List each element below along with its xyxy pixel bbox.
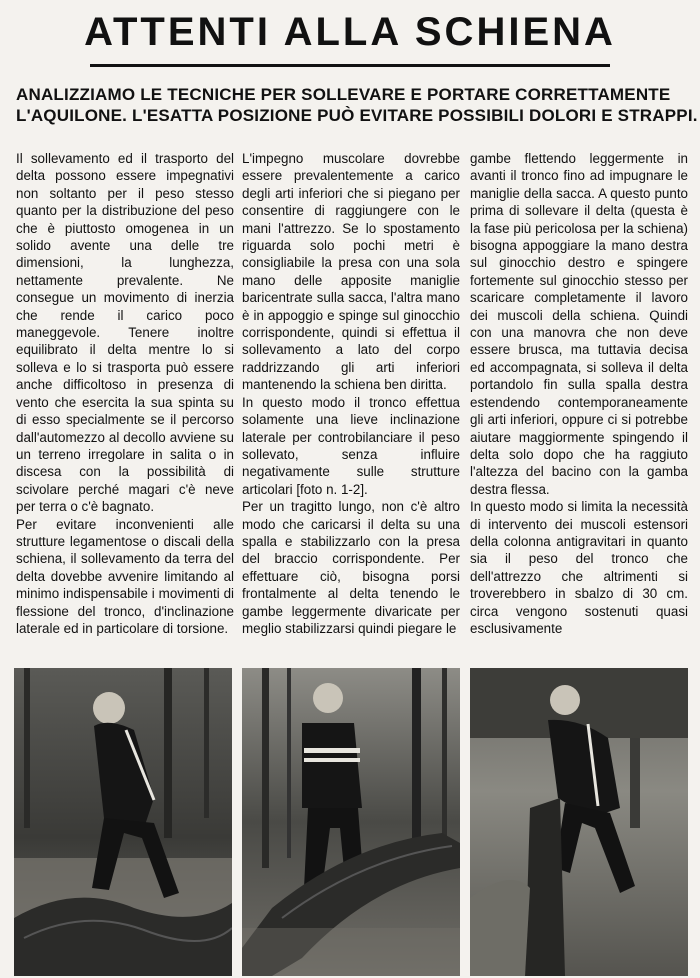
- text-column-1: [16, 150, 234, 637]
- photo-2-image: [242, 668, 460, 976]
- paragraph: In questo modo il tronco effettua solamente una lieve inclinazione laterale per controbilanciare il peso sollevato, senza influire negativamente sulle strutture articolari [foto n. 1-2].: [242, 394, 460, 497]
- photo-1-image: [14, 668, 232, 976]
- paragraph: gambe flettendo leggermente in avanti il tronco fino ad impugnare le maniglie della sacca. A questo punto prima di sollevare il delta (questa è la fase più pericolosa per la schiena) bisogna appoggiare la mano destra sul ginocchio destro e spingere fortemente sul ginocchio stesso per scaricare completamente il lavoro dei muscoli della schiena. Quindi con una manovra che non deve essere brusca, ma tuttavia decisa ed accompagnata, si solleva il delta portandolo fin sulla spalla destra estendendo contemporaneamente gli arti inferiori, oppure ci si potrebbe aiutare maggiormente spingendo il delta solo dopo che ha raggiuto l'altezza del bacino con la gamba destra flessa.: [470, 151, 688, 497]
- paragraph: Per un tragitto lungo, non c'è altro modo che caricarsi il delta su una spalla e stabilizzarlo con la presa del braccio corrispondente. Per effettuare ciò, bisogna porsi frontalmente al delta tenendo le gambe leggermente divaricate per meglio stabilizzarsi quindi piegare le: [242, 499, 460, 636]
- paragraph: Il sollevamento ed il trasporto del delta possono essere impegnativi non soltanto per il peso stesso quanto per la distribuzione del peso che è piuttosto omogenea in un solido avente una delle tre dimensioni, la lunghezza, nettamente prevalente. Ne consegue un movimento di inerzia che rende il carico poco maneggevole. Tenere inoltre equilibrato il delta mentre lo si solleva e lo si trasporta può essere anche difficoltoso in presenza di vento che esercita la sua spinta su di esso specialmente se il percorso dall'automezzo al decollo avviene su un terreno irregolare in salita o in discesa con la possibilità di scivolare perché magari c'è neve per terra o c'è bagnato.: [16, 151, 234, 515]
- article-title: ATTENTI ALLA SCHIENA: [84, 10, 616, 54]
- text-column-2: [242, 150, 460, 637]
- text-column-3: [470, 150, 688, 637]
- article-subtitle: [16, 84, 698, 126]
- photo-3-knee-push: [470, 668, 688, 976]
- title-underline: [90, 64, 610, 67]
- paragraph: L'impegno muscolare dovrebbe essere prevalentemente a carico degli arti inferiori che si piegano per consentire di raggiungere con le mani l'attrezzo. Se lo spostamento riguarda solo pochi metri è consigliabile la presa con una sola mano delle apposite maniglie baricentrate sulla sacca, l'altra mano è in appoggio e spinge sul ginocchio corrispondente, quindi si effettua il sollevamento a lato del corpo raddrizzando gli arti inferiori mantenendo la schiena ben diritta.: [242, 151, 460, 393]
- photo-1-lifting-side: [14, 668, 232, 976]
- subtitle-line-2: L'AQUILONE. L'ESATTA POSIZIONE PUÒ EVITARE POSSIBILI DOLORI E STRAPPI.: [16, 106, 698, 125]
- paragraph: In questo modo si limita la necessità di intervento dei muscoli estensori della colonna antigravitari in quanto sia il peso del tronco che dell'attrezzo che altrimenti si troverebbero in sbalzo di 30 cm. circa vengono sostenuti quasi esclusivamente: [470, 499, 688, 636]
- photo-3-image: [470, 668, 688, 976]
- paragraph: Per evitare inconvenienti alle strutture legamentose o discali della schiena, il sollevamento da terra del delta dovebbe avvenire limitando al minimo indispensabile i movimenti di flessione del tronco, d'inclinazione laterale ed in particolare di torsione.: [16, 516, 234, 636]
- subtitle-line-1: ANALIZZIAMO LE TECNICHE PER SOLLEVARE E PORTARE CORRETTAMENTE: [16, 85, 671, 104]
- photo-2-holding-bag: [242, 668, 460, 976]
